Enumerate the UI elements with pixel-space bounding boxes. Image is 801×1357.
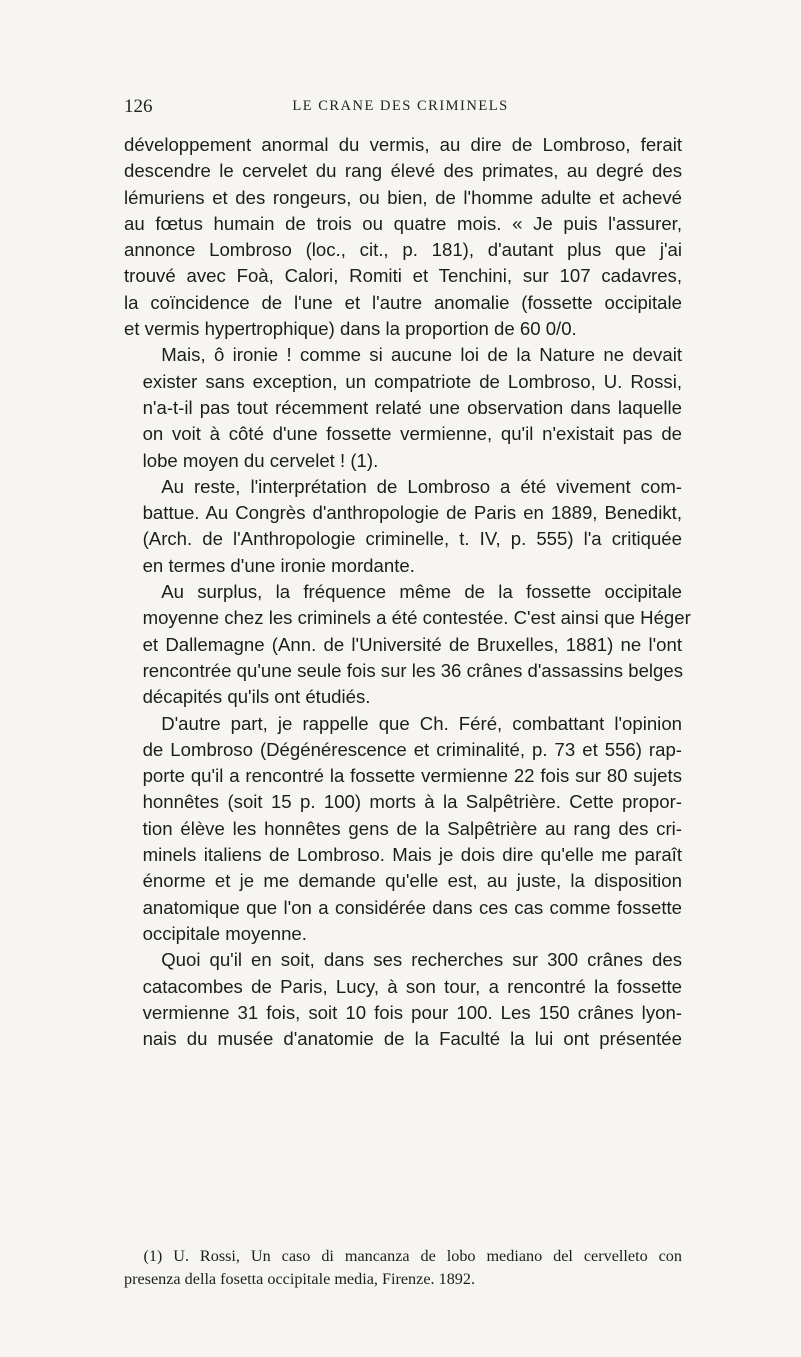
running-title: LE CRANE DES CRIMINELS [292,98,509,114]
text-line: en termes d'une ironie mordante. [142,554,415,576]
text-line: trouvé avec Foà, Calori, Romiti et Tenchini, sur 107 cadavres, [124,265,682,287]
body-text [124,132,691,1052]
text-line: battue. Au Congrès d'anthropologie de Paris en 1889, Benedikt, [142,502,682,524]
footnote-line: (1) U. Rossi, Un caso di mancanza de lobo mediano del cervelleto con [143,1247,682,1265]
text-line: vermienne 31 fois, soit 10 fois pour 100. Les 150 crânes lyon- [142,1001,682,1023]
text-line: développement anormal du vermis, au dire de Lombroso, ferait [124,134,682,155]
footnote [124,1245,682,1291]
page-number: 126 [124,96,153,117]
text-line: Quoi qu'il en soit, dans ses recherches sur 300 crânes des [161,949,682,971]
text-line: on voit à côté d'une fossette vermienne, qu'il n'existait pas de [142,423,682,445]
text-line: la coïncidence de l'une et l'autre anomalie (fossette occipitale [124,291,682,313]
paragraph [124,474,682,579]
paragraph [124,342,682,473]
text-line: Au surplus, la fréquence même de la fossette occipitale [161,581,682,603]
text-line: n'a-t-il pas tout récemment relaté une observation dans laquelle [142,396,682,418]
text-line: anatomique que l'on a considérée dans ces cas comme fossette [142,896,682,918]
paragraph [124,132,682,342]
text-line: catacombes de Paris, Lucy, à son tour, a rencontré la fossette [142,975,682,997]
text-line: porte qu'il a rencontré la fossette vermienne 22 fois sur 80 sujets [142,765,682,787]
text-line: minels italiens de Lombroso. Mais je dois dire qu'elle me paraît [142,844,682,866]
text-line: lobe moyen du cervelet ! (1). [142,449,379,471]
text-line: énorme et je me demande qu'elle est, au juste, la disposition [142,870,682,892]
text-line: et Dallemagne (Ann. de l'Université de Bruxelles, 1881) ne l'ont [142,633,682,655]
paragraph [124,711,682,948]
text-line: exister sans exception, un compatriote de Lombroso, U. Rossi, [142,370,682,392]
text-line: nais du musée d'anatomie de la Faculté la lui ont présentée [142,1028,682,1050]
text-line: Mais, ô ironie ! comme si aucune loi de la Nature ne devait [161,344,682,366]
text-line: de Lombroso (Dégénérescence et criminalité, p. 73 et 556) rap- [142,738,682,760]
text-line: Au reste, l'interprétation de Lombroso a été vivement com- [161,475,682,497]
text-line: occipitale moyenne. [142,922,307,944]
text-line: lémuriens et des rongeurs, ou bien, de l'homme adulte et achevé [124,186,682,208]
text-line: honnêtes (soit 15 p. 100) morts à la Salpêtrière. Cette propor- [142,791,682,813]
text-line: au fœtus humain de trois ou quatre mois. « Je puis l'assurer, [124,212,682,234]
footnote-line: presenza della fosetta occipitale media, Firenze. 1892. [124,1270,476,1288]
text-line: et vermis hypertrophique) dans la proportion de 60 0/0. [124,318,577,340]
paragraph [124,947,682,1052]
text-line: descendre le cervelet du rang élevé des primates, au degré des [124,160,682,182]
text-line: décapités qu'ils ont étudiés. [142,686,371,708]
text-line: D'autre part, je rappelle que Ch. Féré, combattant l'opinion [161,712,682,734]
text-line: moyenne chez les criminels a été contestée. C'est ainsi que Héger [142,607,691,629]
text-line: (Arch. de l'Anthropologie criminelle, t. IV, p. 555) l'a critiquée [142,528,682,550]
paragraph [124,579,691,710]
text-line: annonce Lombroso (loc., cit., p. 181), d'autant plus que j'ai [124,239,682,261]
text-line: tion élève les honnêtes gens de la Salpêtrière au rang des cri- [142,817,682,839]
running-head [124,96,677,120]
text-line: rencontrée qu'une seule fois sur les 36 crânes d'assassins belges [142,659,684,681]
